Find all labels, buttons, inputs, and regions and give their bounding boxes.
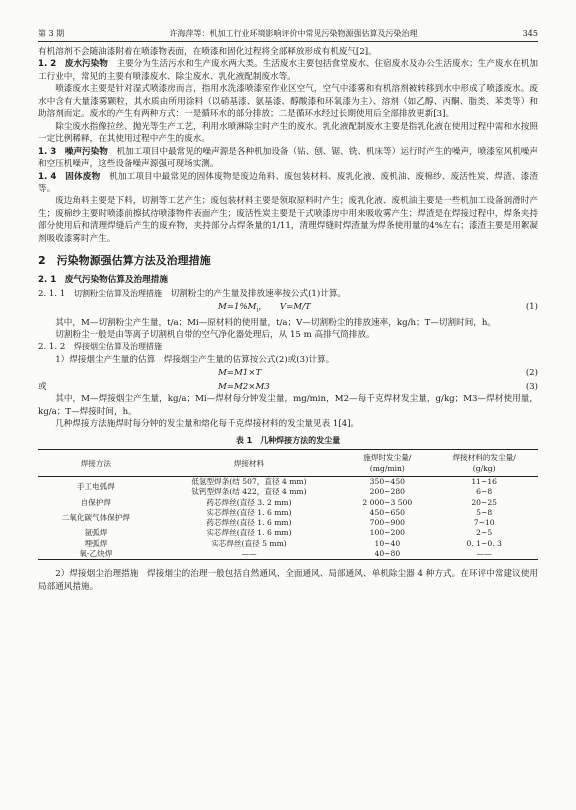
dust-wastewater-paragraph: 除尘废水指像拉丝、抛光等生产工艺，利用水喷淋除尘时产生的废水。乳化液配制废水主要是指乳化液在使用过程中需和水按照一定比例稀释，在其使用过程中产生的废水。 bbox=[38, 121, 538, 145]
section-2-1-1 bbox=[38, 288, 538, 300]
table-cell: 自保护焊 bbox=[80, 497, 112, 507]
cutting-dust-treatment: 切割粉尘一般是由等离子切割机自带的空气净化器处理后，从 15 m 高排气筒排放。 bbox=[55, 329, 375, 340]
section-2-1-1-text: 切割粉尘的产生量及排放速率按公式(1)计算。 bbox=[170, 288, 347, 299]
table-cell: 药芯焊丝(直径 3. 2 mm) bbox=[206, 497, 292, 507]
section-2-1-2-heading: 焊接烟尘估算及治理措施 bbox=[73, 342, 162, 352]
table-cell: 0. 1~0. 3 bbox=[466, 538, 502, 548]
formula-3-expression: M=M2×M3 bbox=[218, 381, 270, 392]
page-number: 345 bbox=[522, 29, 538, 39]
table-cell: 2~5 bbox=[476, 528, 493, 538]
article-body bbox=[38, 46, 538, 593]
issue-number: 第 3 期 bbox=[38, 29, 65, 39]
table-cell: 2 000~3 500 bbox=[362, 497, 413, 507]
formula-2-expression: M=M1×T bbox=[218, 368, 262, 379]
formula-1 bbox=[38, 301, 538, 315]
formula-2-3-explanation: 其中，M—焊接烟尘产生量，kg/a；Mi—焊材每分钟发尘量，mg/min，M2—每千克焊材发尘量，g/kg；M3—焊材使用量，kg/a；T—焊接时间，h。 bbox=[38, 394, 538, 417]
formula-3-number: (3) bbox=[525, 381, 538, 392]
table-cell: 5~8 7~10 bbox=[473, 507, 495, 528]
table-cell: 11~16 6~8 bbox=[471, 477, 498, 497]
table-cell: —— bbox=[154, 549, 345, 560]
welding-estimate-paragraph: 1）焊接烟尘产生量的估算 焊接烟尘产生量的估算按公式(2)或(3)计算。 bbox=[55, 354, 335, 365]
table-header-cell: 焊接方法 bbox=[38, 450, 154, 477]
formula-3-prefix: 或 bbox=[38, 381, 47, 392]
solid-waste-paragraph: 废边角料主要是下料，切割等工艺产生；废包装材料主要是领取原料时产生；废乳化液、废机油主要是一些机加工设备润滑时产生；废棉纱主要时喷漆前擦拭待喷漆物件表面产生；废活性炭主要是干式喷漆房中用来吸收雾产生；焊渣是在焊接过程中，焊条夹持部分使用后和清理焊缝后产生的废弃物，夹持部分占焊条量的1/11，清理焊缝时焊渣量为焊条使用量的4%左右；漆渣主要是用絮凝剂吸收漆雾时产生。 bbox=[38, 196, 538, 244]
table-cell: 实芯焊丝(直径 1. 6 mm) bbox=[206, 528, 292, 538]
table-cell: 氩弧焊 bbox=[84, 528, 108, 538]
table-cell: 450~650 700~900 bbox=[369, 507, 406, 528]
table-row bbox=[38, 528, 538, 538]
formula-1-expression: $M=1\%M_i$， V=M/T bbox=[218, 302, 311, 314]
section-1-3-heading: 1. 3 噪声污染物 bbox=[38, 146, 108, 157]
table-header-cell: 施焊时发尘量/ (mg/min) bbox=[344, 450, 430, 477]
table-cell: 实芯焊丝(直径 1. 6 mm) 药芯焊丝(直径 1. 6 mm) bbox=[206, 507, 292, 528]
table-header-cell: 焊接材料的发尘量/ (g/kg) bbox=[430, 450, 538, 477]
table-header-cell: 焊接材料 bbox=[154, 450, 345, 477]
intro-paragraph: 有机溶剂不会随油漆附着在喷漆物表面，在喷漆和固化过程将全部释放形成有机废气[2]。 bbox=[38, 47, 377, 57]
section-2-heading: 2 污染物源强估算方法及治理措施 bbox=[38, 254, 211, 268]
table-1 bbox=[38, 449, 538, 560]
formula-2 bbox=[38, 367, 538, 379]
section-1-2-heading: 1. 2 废水污染物 bbox=[38, 59, 108, 70]
table-row bbox=[38, 539, 538, 549]
section-2-1-2-number: 2. 1. 2 bbox=[38, 342, 66, 353]
welding-treatment-paragraph: 2）焊接烟尘治理措施 焊接烟尘的治理一般包括自然通风、全面通风、局部通风、单机除尘器 4 种方式。在环评中常建议使用局部通风措施。 bbox=[38, 569, 538, 592]
table-row bbox=[38, 508, 538, 529]
table-cell: 350~450 200~280 bbox=[369, 477, 406, 497]
section-1-4 bbox=[38, 171, 538, 196]
table-cell: 100~200 bbox=[369, 528, 406, 538]
table-cell: 40~80 bbox=[344, 549, 430, 560]
formula-1-explanation: 其中，M—切割粉尘产生量，t/a；Mi—原材料的使用量，t/a；V—切割粉尘的排放速率，kg/h；T—切割时间，h。 bbox=[55, 317, 497, 328]
paint-wastewater-paragraph: 喷漆废水主要是针对湿式喷漆房而言，指用水洗漆喷漆室作业区空气，空气中漆雾和有机溶剂被转移到水中形成了喷漆废水。废水中含有大量漆雾颗粒，其水质由所用涂料（以硝基漆、氨基漆、醇酸漆和环氧漆为主）、溶剂（如乙醇、丙酮、脂类、苯类等）和助溶剂而定。废水的产生有两种方式：一是循环水的部分排放；二是循环水经过长期使用后全部排放更新[3]。 bbox=[38, 84, 538, 120]
table-row bbox=[38, 549, 538, 560]
formula-1-number: (1) bbox=[525, 302, 538, 313]
section-2-1-heading: 2. 1 废气污染物估算及治理措施 bbox=[38, 275, 168, 286]
section-2-1-1-number: 2. 1. 1 bbox=[38, 288, 66, 299]
table-cell: 10~40 bbox=[374, 538, 401, 548]
section-1-4-heading: 1. 4 固体废物 bbox=[38, 171, 101, 182]
section-1-4-text: 机加工项目中最常见的固体废物是废边角料、废包装材料、废乳化液、废机油、废棉纱、废活性炭、焊渣、漆渣等。 bbox=[38, 171, 538, 194]
table-cell: 二氧化碳气体保护焊 bbox=[61, 513, 130, 523]
table-cell: 20~25 bbox=[471, 497, 498, 507]
running-header bbox=[38, 26, 538, 42]
table-row bbox=[38, 498, 538, 508]
table-reference-paragraph: 几种焊接方法施焊时每分钟的发尘量和熔化每千克焊接材料的发尘量见表 1[4]。 bbox=[55, 419, 360, 430]
table-cell: 氧-乙炔焊 bbox=[38, 549, 154, 560]
formula-3 bbox=[38, 381, 538, 393]
formula-2-number: (2) bbox=[525, 368, 538, 379]
table-cell: 实芯焊丝(直径 5 mm) bbox=[211, 538, 287, 548]
table-header-row bbox=[38, 450, 538, 477]
table-cell: 低氢型焊条(结 507，直径 4 mm) 钛钙型焊条(结 422，直径 4 mm) bbox=[191, 477, 307, 497]
table-row bbox=[38, 477, 538, 498]
section-1-2-text: 主要分为生活污水和生产废水两大类。生活废水主要包括食堂废水、住宿废水及办公生活废水；生产废水在机加工行业中，常见的主要有喷漆废水、除尘废水、乳化液配制废水等。 bbox=[38, 59, 538, 82]
table-cell: 手工电弧焊 bbox=[76, 482, 115, 492]
table-cell: 埋弧焊 bbox=[84, 538, 108, 548]
table-1-caption: 表 1 几种焊接方法的发尘量 bbox=[235, 435, 341, 445]
running-title: 许海萍等：机加工行业环境影响评价中常见污染物源强估算及污染治理 bbox=[169, 29, 418, 39]
table-cell: —— bbox=[430, 549, 538, 560]
section-2-1-2 bbox=[38, 341, 538, 353]
section-1-3-text: 机加工项目中最常见的噪声源是各种机加设备（钻、刨、锯、铣、机床等）运行时产生的噪声，喷漆室风机噪声和空压机噪声，这些设备噪声源强可现场实测。 bbox=[38, 146, 538, 170]
section-1-3 bbox=[38, 146, 538, 171]
section-2-1-1-heading: 切割粉尘估算及治理措施 bbox=[73, 288, 162, 298]
section-1-2 bbox=[38, 58, 538, 83]
